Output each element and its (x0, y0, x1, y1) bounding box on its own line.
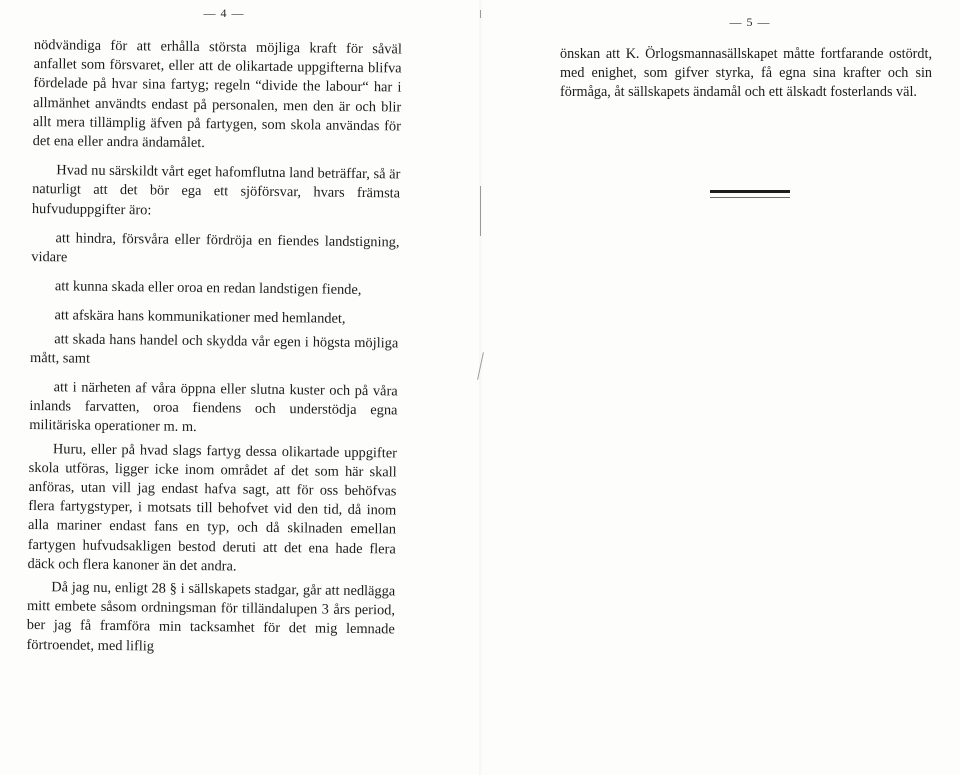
paragraph: Då jag nu, enligt 28 § i sällskapets stadgar, går att nedlägga mitt embete såsom ordningsman för tilländalupen 3 års period, ber jag få framföra min tacksamhet för det mig lemnade förtroendet, med liflig (26, 579, 396, 655)
paragraph: att kunna skada eller oroa en redan landstigen fiende, (54, 278, 362, 299)
right-page-body (560, 45, 932, 102)
paragraph: nödvändiga för att erhålla största möjliga kraft för såväl anfallet som försvaret, eller att de olikartade uppgifterna blifva fördelade på hvar sina fartyg; regeln “divide the labour“ har i allmänhet användts endast på personalen, men den är och blir allt mera tillämplig äfven på fartygen, som skola användas för det ena eller andra ändamålet. (32, 36, 402, 152)
paragraph: att hindra, försvåra eller fördröja en fiendes landstigning, vidare (31, 230, 400, 266)
paragraph: önskan att K. Örlogsmannasällskapet måtte fortfarande ostördt, med enighet, som gifver styrka, få egna sina krafter och sin förmåga, åt sällskapets ändamål och ett älskadt fosterlands väl. (560, 46, 932, 100)
page-number: — 4 — (203, 6, 245, 20)
gutter-mark-middle (480, 186, 481, 236)
paragraph: att i närheten af våra öppna eller slutna kuster och på våra inlands farvatten, oroa fiendens och understödja egna militäriska operationer m. m. (29, 379, 398, 436)
paragraph: att skada hans handel och skydda vår egen i högsta möjliga mått, samt (29, 330, 399, 367)
left-page-body (26, 36, 402, 659)
closing-rule-thin (710, 197, 790, 198)
paragraph: att afskära hans kommunikationer med hemlandet, (54, 307, 346, 328)
page-gutter (479, 0, 483, 775)
paragraph: Huru, eller på hvad slags fartyg dessa olikartade uppgifter skola utföras, ligger icke inom området af det som här skall anföras, utan vill jag endast hafva sagt, att för oss behöfvas flera fartygstyper, i motsats till behofvet vid den tid, då inom alla mariner endast fans en typ, och då skilnaden emellan fartygen hufvudsakligen bestod deruti att det ena hade flera däck och flera kanoner än det andra. (27, 440, 398, 575)
page-number: — 5 — (729, 15, 771, 29)
closing-rule (710, 190, 790, 193)
gutter-mark-top (480, 10, 481, 18)
paragraph: Hvad nu särskildt vårt eget hafomflutna land beträffar, så är naturligt att det bör ega ett sjöförsvar, hvars främsta hufvuduppgifter äro: (31, 162, 401, 219)
